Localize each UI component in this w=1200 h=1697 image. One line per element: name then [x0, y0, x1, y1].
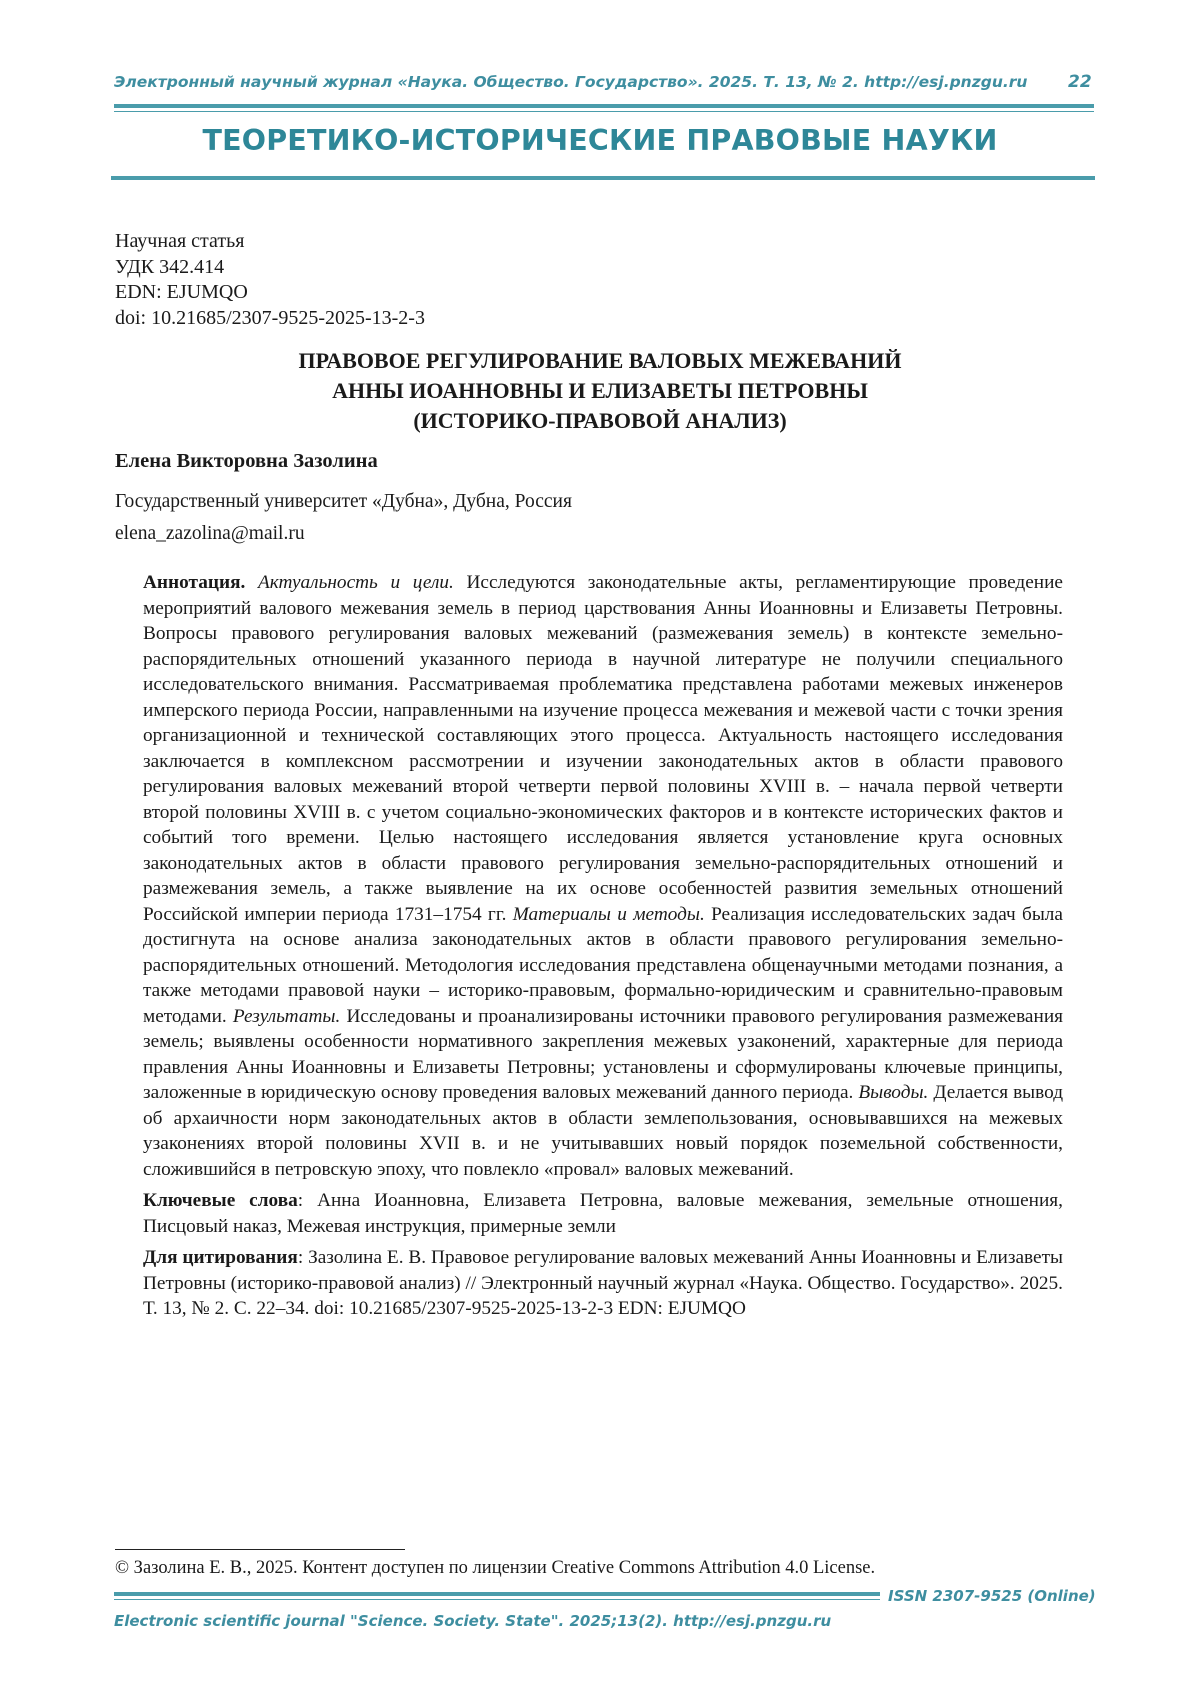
citation-label: Для цитирования [143, 1247, 298, 1268]
keywords-text: : Анна Иоанновна, Елизавета Петровна, валовые межевания, земельные отношения, Писцовый наказ, Межевая инструкция, примерные земли [143, 1190, 1063, 1237]
citation-text: : Зазолина Е. В. Правовое регулирование валовых межеваний Анны Иоанновны и Елизаветы Петровны (историко-правовой анализ) // Электронный научный журнал «Наука. Общество. Государство». 2025. Т. 13, № 2. С. 22–34. doi: 10.21685/2307-9525-2025-13-2-3 EDN: EJUMQO [143, 1247, 1063, 1319]
section-rule [111, 176, 1095, 180]
citation [143, 1245, 1063, 1322]
title-line-3: (ИСТОРИКО-ПРАВОВОЙ АНАЛИЗ) [413, 408, 787, 433]
abstract-s4-text: Делается вывод об архаичности норм законодательных актов в области землепользования, основывавшихся на межевых узаконениях второй половины XVII в. и не учитывавших новый порядок поземельной собственности, сложившийся в петровскую эпоху, что повлекло «провал» валовых межеваний. [143, 1082, 1063, 1180]
footer-rule-thin [114, 1599, 880, 1600]
running-header-journal: Электронный научный журнал «Наука. Общество. Государство». 2025. Т. 13, № 2. http://esj.pnzgu.ru [114, 73, 1028, 91]
footnote-rule [115, 1549, 405, 1550]
article-type: Научная статья [115, 230, 245, 252]
page-number: 22 [1068, 72, 1092, 92]
abstract-s1-text: Исследуются законодательные акты, регламентирующие проведение мероприятий валового межевания земель в период царствования Анны Иоанновны и Елизаветы Петровны. Вопросы правового регулирования валовых межеваний (размежевания земель) в контексте земельно-распорядительных отношений указанного периода в научной литературе не получили специального исследовательского внимания. Рассматриваемая проблематика представлена работами межевых инженеров имперского периода России, направленными на изучение процесса межевания и межевой части с точки зрения организационной и технической составляющих этого процесса. Актуальность настоящего исследования заключается в комплексном рассмотрении и изучении законодательных актов в области правового регулирования валовых межеваний второй четверти первой половины XVIII в. – начала первой четверти второй половины XVIII в. с учетом социально-экономических факторов и в контексте исторических фактов и событий того времени. Целью настоящего исследования является установление круга основных законодательных актов в области правового регулирования земельно-распорядительных отношений и размежевания земель, а также выявление на их основе особенностей развития земельных отношений Российской империи периода 1731–1754 гг. [143, 572, 1063, 925]
abstract-label: Аннотация. [143, 572, 246, 593]
article-meta [115, 229, 425, 331]
keywords-label: Ключевые слова [143, 1190, 298, 1211]
author-affiliation: Государственный университет «Дубна», Дубна, Россия [115, 491, 572, 512]
running-footer-journal: Electronic scientific journal "Science. Society. State". 2025;13(2). http://esj.pnzgu.ru [114, 1612, 832, 1630]
author-name: Елена Викторовна Зазолина [115, 450, 378, 472]
header-rule-thin [114, 111, 1094, 112]
title-line-1: ПРАВОВОЕ РЕГУЛИРОВАНИЕ ВАЛОВЫХ МЕЖЕВАНИЙ [298, 348, 902, 373]
author-email[interactable]: elena_zazolina@mail.ru [115, 523, 305, 544]
udc: УДК 342.414 [115, 255, 225, 278]
abstract-block [143, 570, 1063, 1328]
abstract [143, 570, 1063, 1182]
copyright-footnote: © Зазолина Е. В., 2025. Контент доступен по лицензии Creative Commons Attribution 4.0 License. [115, 1558, 876, 1578]
edn: EDN: EJUMQO [115, 281, 248, 303]
abstract-s4-label: Выводы. [858, 1082, 929, 1103]
section-title: ТЕОРЕТИКО-ИСТОРИЧЕСКИЕ ПРАВОВЫЕ НАУКИ [202, 124, 998, 157]
header-rule [114, 104, 1094, 108]
footer-rule [114, 1592, 880, 1596]
issn: ISSN 2307-9525 (Online) [888, 1587, 1096, 1605]
doi: doi: 10.21685/2307-9525-2025-13-2-3 [115, 306, 425, 329]
abstract-s2-label: Материалы и методы. [512, 903, 705, 925]
title-line-2: АННЫ ИОАННОВНЫ И ЕЛИЗАВЕТЫ ПЕТРОВНЫ [332, 378, 868, 403]
abstract-s1-label: Актуальность и цели. [258, 572, 454, 593]
abstract-s3-label: Результаты. [232, 1005, 341, 1027]
abstract-s3-text: Исследованы и проанализированы источники правового регулирования размежевания земель; выявлены особенности нормативного закрепления межевых узаконений, характерные для периода правления Анны Иоанновны и Елизаветы Петровны; установлены и сформулированы ключевые принципы, заложенные в юридическую основу проведения валовых межеваний данного периода. [143, 1005, 1063, 1103]
keywords [143, 1188, 1063, 1239]
abstract-s2-text: Реализация исследовательских задач была достигнута на основе анализа законодательных актов в области правового регулирования земельно-распорядительных отношений. Методология исследования представлена общенаучными методами познания, а также методами правовой науки – историко-правовым, формально-юридическим и сравнительно-правовым методами. [143, 903, 1063, 1027]
article-title [0, 346, 1200, 436]
